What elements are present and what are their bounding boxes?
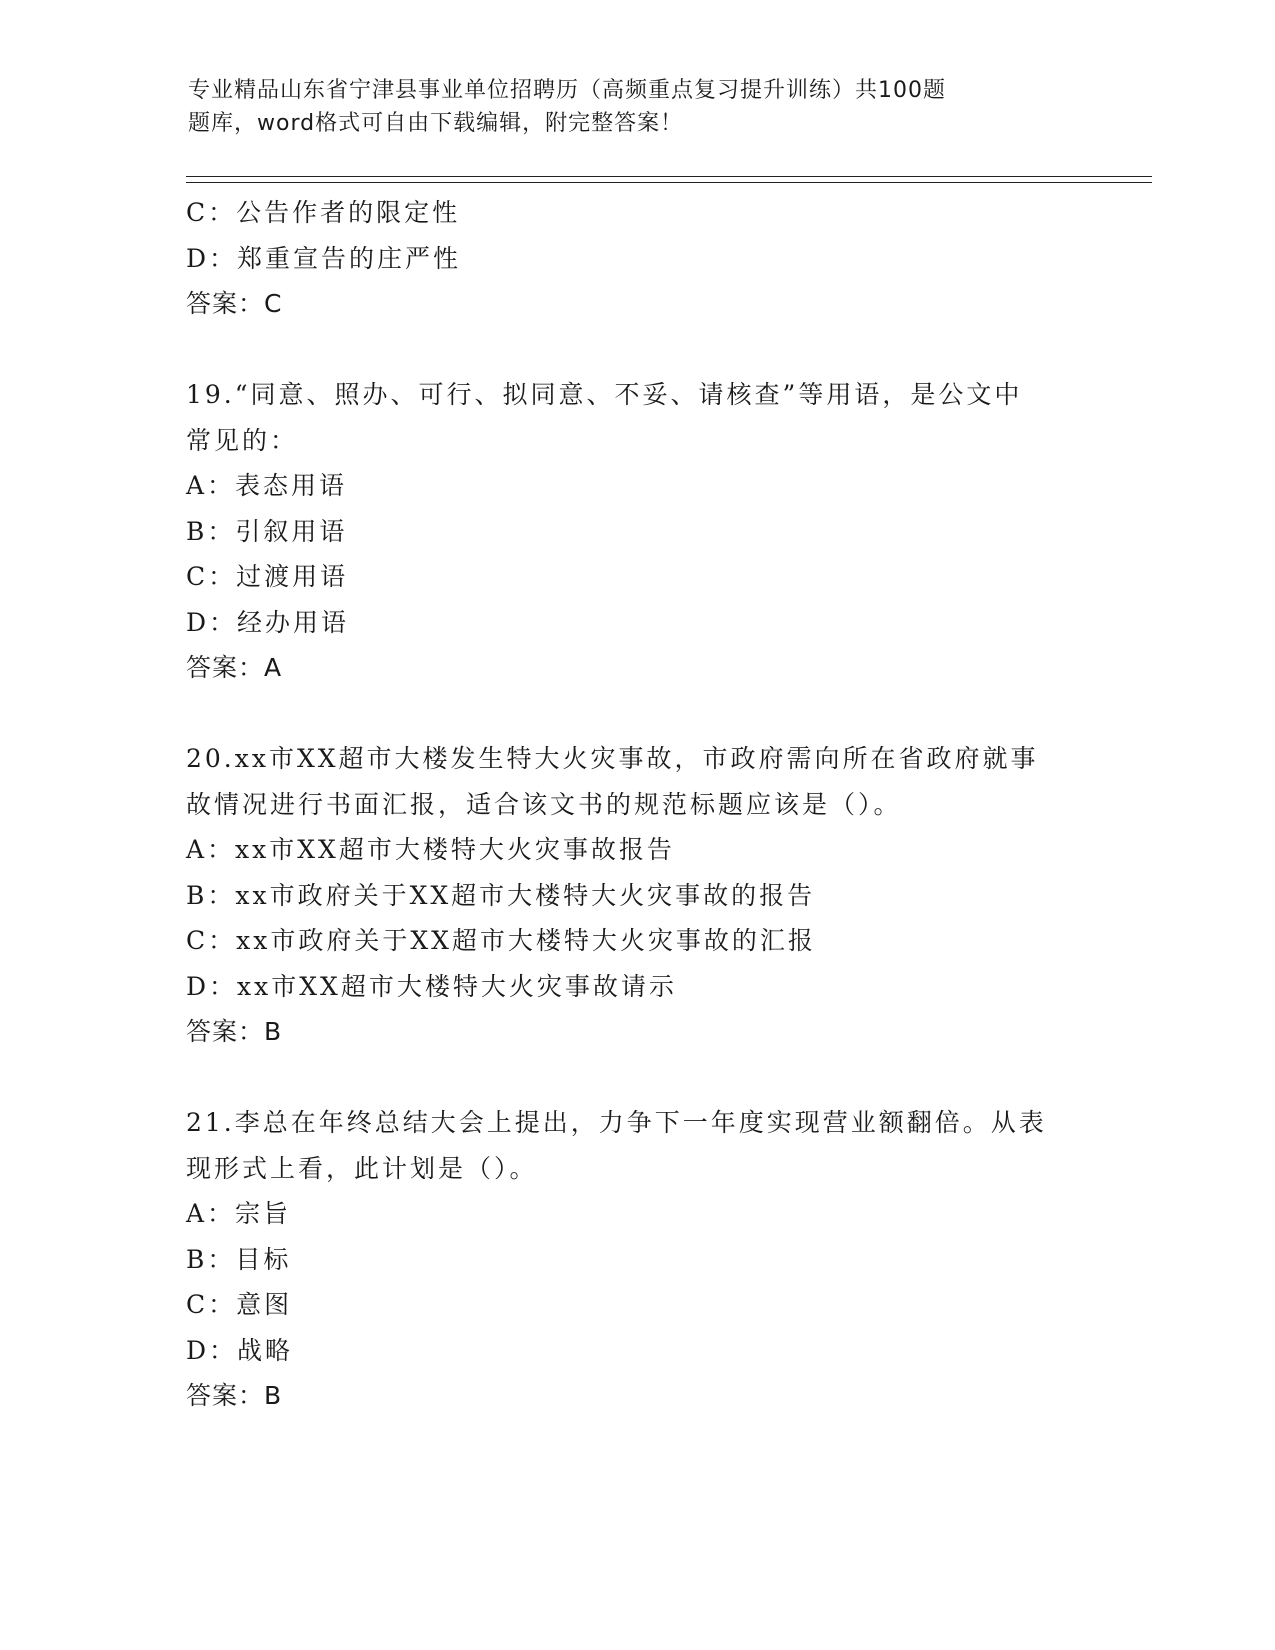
option-d: D：经办用语 <box>186 607 350 637</box>
header-line-2: 题库，word格式可自由下载编辑，附完整答案！ <box>188 111 684 136</box>
option-b: B：目标 <box>186 1244 292 1274</box>
question-text: 19.“同意、照办、可行、拟同意、不妥、请核查”等用语，是公文中 <box>186 380 1023 409</box>
option-a: A：表态用语 <box>186 471 348 500</box>
header-line-1: 专业精品山东省宁津县事业单位招聘历（高频重点复习提升训练）共100题 <box>188 78 946 103</box>
header-divider-top <box>186 176 1152 177</box>
question-block-21 <box>186 1100 1086 1419</box>
question-text-cont: 现形式上看，此计划是（）。 <box>186 1153 538 1183</box>
question-text-cont: 常见的： <box>186 425 299 455</box>
question-text: 21.李总在年终总结大会上提出，力争下一年度实现营业额翻倍。从表 <box>186 1108 1047 1137</box>
option-d: D：战略 <box>186 1335 294 1365</box>
option-d: D：xx市XX超市大楼特大火灾事故请示 <box>186 971 677 1001</box>
question-text-cont: 故情况进行书面汇报，适合该文书的规范标题应该是（）。 <box>186 789 902 819</box>
question-text: 20.xx市XX超市大楼发生特大火灾事故，市政府需向所在省政府就事 <box>186 744 1039 773</box>
question-block-18 <box>186 190 1086 327</box>
option-a: A：xx市XX超市大楼特大火灾事故报告 <box>186 835 675 864</box>
spacer <box>186 691 1086 737</box>
option-b: B：xx市政府关于XX超市大楼特大火灾事故的报告 <box>186 880 816 910</box>
question-list <box>186 190 1086 1419</box>
answer: 答案：B <box>186 1381 283 1410</box>
question-block-20 <box>186 736 1086 1055</box>
answer: 答案：C <box>186 289 283 318</box>
option-c: C：xx市政府关于XX超市大楼特大火灾事故的汇报 <box>186 926 816 955</box>
option-b: B：引叙用语 <box>186 516 348 546</box>
header-divider-bottom <box>186 182 1152 183</box>
spacer <box>186 1055 1086 1101</box>
option-c: C：过渡用语 <box>186 562 349 591</box>
answer: 答案：B <box>186 1017 283 1046</box>
option-d: D：郑重宣告的庄严性 <box>186 243 462 273</box>
option-c: C：意图 <box>186 1290 293 1319</box>
question-block-19 <box>186 372 1086 691</box>
option-a: A：宗旨 <box>186 1199 292 1228</box>
document-header <box>188 74 1068 140</box>
answer: 答案：A <box>186 653 283 682</box>
option-c: C：公告作者的限定性 <box>186 198 461 227</box>
spacer <box>186 327 1086 373</box>
